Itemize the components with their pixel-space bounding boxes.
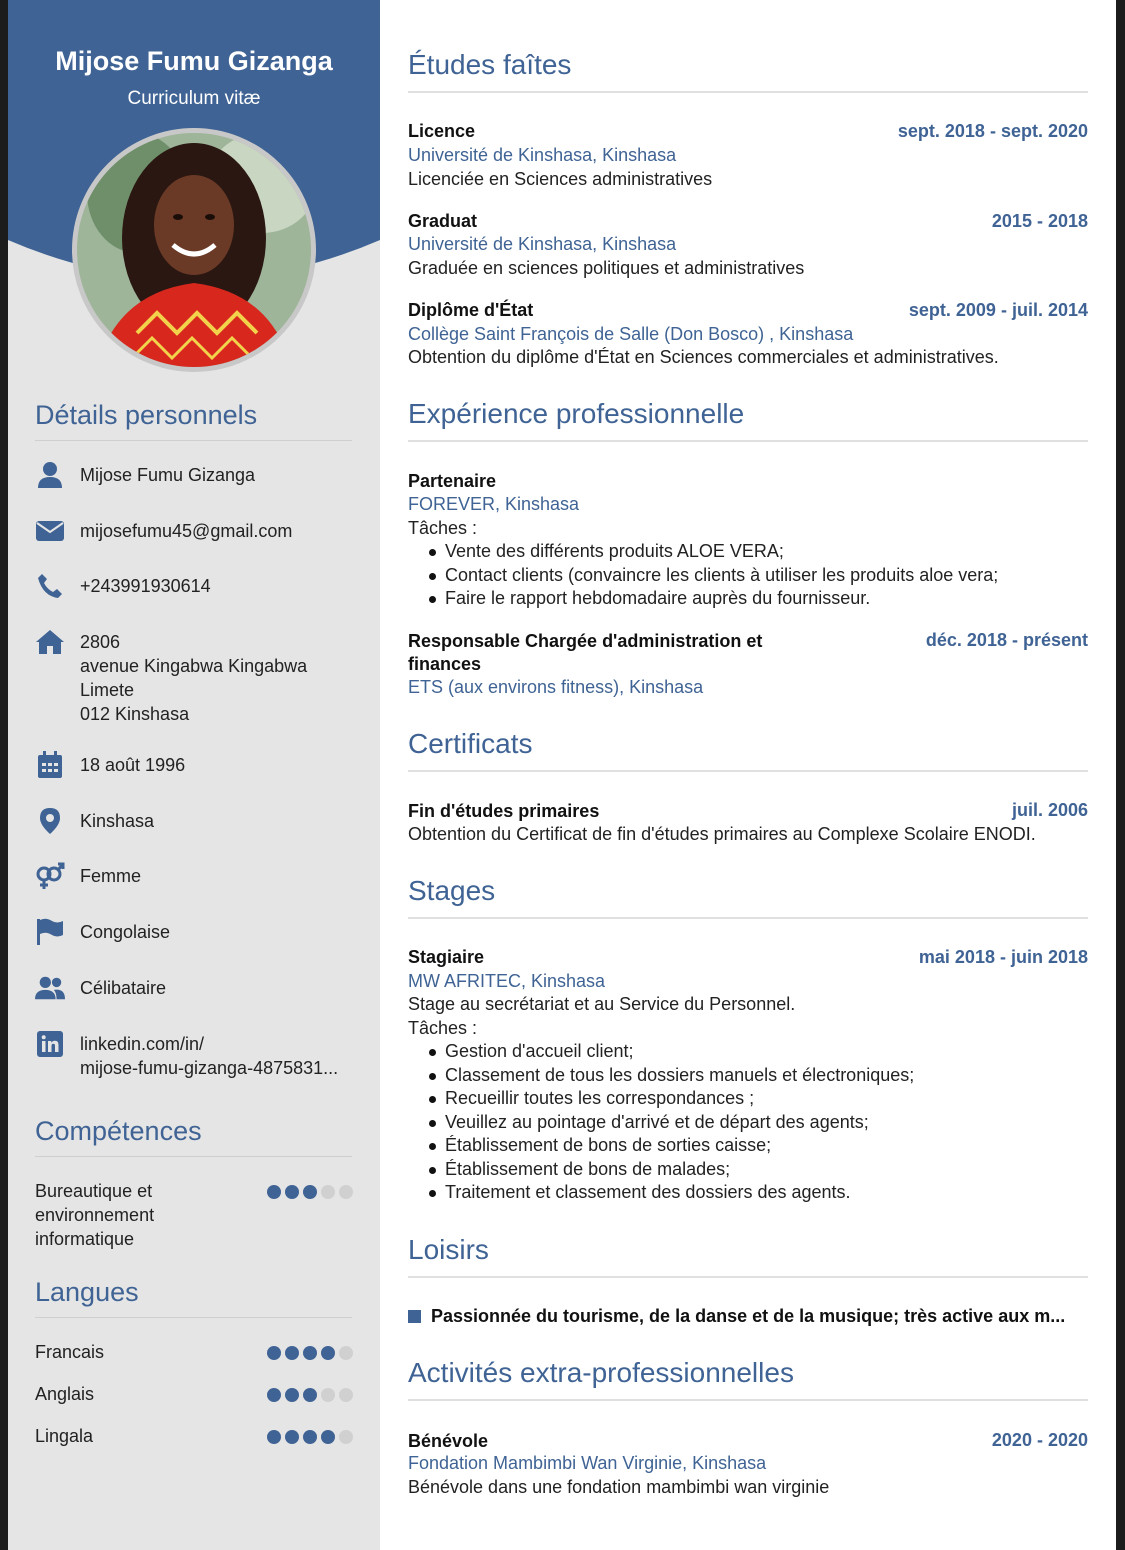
- education-heading: Études faîtes: [408, 49, 1088, 93]
- skills-heading: Compétences: [35, 1116, 352, 1157]
- activities-heading: Activités extra-professionnelles: [408, 1357, 1088, 1401]
- detail-phone: [35, 574, 365, 601]
- rating-dot-filled: [321, 1346, 335, 1360]
- rating-dot-empty: [339, 1346, 353, 1360]
- certificates-heading: Certificats: [408, 728, 1088, 772]
- education-org: Université de Kinshasa, Kinshasa: [408, 234, 677, 254]
- hobbies-heading: Loisirs: [408, 1234, 1088, 1278]
- phone-icon: [35, 571, 65, 601]
- language-label: Francais: [35, 1342, 105, 1362]
- sidebar: [8, 0, 380, 1550]
- experience-title-line-1: Responsable Chargée d'administration et: [408, 631, 763, 651]
- address-line-3: Limete: [80, 680, 135, 700]
- address-line-1: 2806: [80, 632, 121, 652]
- experience-org: FOREVER, Kinshasa: [408, 494, 580, 514]
- linkedin-icon: [35, 1029, 65, 1059]
- calendar-icon: [35, 750, 65, 780]
- task-item: Veuillez au pointage d'arrivé et de départ des agents;: [428, 1111, 914, 1135]
- certificate-title: Fin d'études primaires: [408, 801, 600, 821]
- experience-title: Partenaire: [408, 471, 497, 491]
- detail-gender-text: Femme: [80, 866, 142, 886]
- languages-heading: Langues: [35, 1277, 352, 1318]
- user-icon: [35, 460, 65, 490]
- details-heading: Détails personnels: [35, 400, 352, 441]
- rating-dot-filled: [267, 1388, 281, 1402]
- detail-nationality: [35, 920, 365, 947]
- skill-row: [35, 1179, 353, 1251]
- detail-birthdate-text: 18 août 1996: [80, 755, 186, 775]
- experience-heading: Expérience professionnelle: [408, 398, 1088, 442]
- rating-dot-empty: [339, 1430, 353, 1444]
- rating-dot-filled: [303, 1388, 317, 1402]
- education-org: Université de Kinshasa, Kinshasa: [408, 145, 677, 165]
- detail-nationality-text: Congolaise: [80, 922, 171, 942]
- profile-photo: [72, 128, 316, 372]
- language-level: [267, 1388, 353, 1402]
- task-item: Contact clients (convaincre les clients à utiliser les produits aloe vera;: [428, 564, 998, 588]
- address-line-4: 012 Kinshasa: [80, 704, 190, 724]
- education-date: sept. 2009 - juil. 2014: [908, 300, 1088, 320]
- education-text: Graduée en sciences politiques et administratives: [408, 258, 805, 278]
- education-date: 2015 - 2018: [991, 211, 1088, 231]
- skill-label: Bureautique et environnement informatique: [35, 1181, 155, 1249]
- activity-date: 2020 - 2020: [991, 1430, 1088, 1450]
- tasks-label: Tâches :: [408, 518, 478, 538]
- rating-dot-filled: [267, 1346, 281, 1360]
- experience-title-line-2: finances: [408, 654, 482, 674]
- detail-birthplace: [35, 809, 365, 836]
- detail-birthdate: [35, 753, 365, 780]
- skill-level: [267, 1185, 353, 1199]
- education-title: Diplôme d'État: [408, 300, 534, 320]
- task-item: Vente des différents produits ALOE VERA;: [428, 540, 998, 564]
- hobby-item: [408, 1306, 1088, 1327]
- task-item: Établissement de bons de sorties caisse;: [428, 1134, 914, 1158]
- experience-org: ETS (aux environs fitness), Kinshasa: [408, 677, 704, 697]
- detail-marital: [35, 976, 365, 1003]
- linkedin-line-1[interactable]: linkedin.com/in/: [80, 1034, 205, 1054]
- main-content: [408, 0, 1088, 1550]
- experience-task-list: [428, 540, 998, 611]
- detail-email-text: mijosefumu45@gmail.com: [80, 521, 293, 541]
- rating-dot-filled: [303, 1430, 317, 1444]
- detail-email: [35, 519, 365, 546]
- internships-heading: Stages: [408, 875, 1088, 919]
- task-item: Classement de tous les dossiers manuels et électroniques;: [428, 1064, 914, 1088]
- education-title: Licence: [408, 121, 476, 141]
- rating-dot-filled: [267, 1185, 281, 1199]
- rating-dot-filled: [303, 1346, 317, 1360]
- rating-dot-filled: [285, 1388, 299, 1402]
- detail-name: [35, 463, 365, 490]
- language-level: [267, 1346, 353, 1360]
- task-item: Faire le rapport hebdomadaire auprès du fournisseur.: [428, 587, 998, 611]
- education-org: Collège Saint François de Salle (Don Bosco) , Kinshasa: [408, 324, 854, 344]
- language-label: Lingala: [35, 1426, 94, 1446]
- linkedin-line-2[interactable]: mijose-fumu-gizanga-4875831...: [80, 1058, 339, 1078]
- internship-org: MW AFRITEC, Kinshasa: [408, 971, 606, 991]
- activity-text: Bénévole dans une fondation mambimbi wan virginie: [408, 1477, 830, 1497]
- square-bullet-icon: [408, 1310, 421, 1323]
- rating-dot-empty: [321, 1388, 335, 1402]
- rating-dot-empty: [339, 1388, 353, 1402]
- rating-dot-filled: [267, 1430, 281, 1444]
- rating-dot-empty: [339, 1185, 353, 1199]
- rating-dot-filled: [285, 1346, 299, 1360]
- detail-marital-text: Célibataire: [80, 978, 167, 998]
- education-title: Graduat: [408, 211, 478, 231]
- task-item: Établissement de bons de malades;: [428, 1158, 914, 1182]
- language-label: Anglais: [35, 1384, 95, 1404]
- hobby-text: Passionnée du tourisme, de la danse et de la musique; très active aux m...: [431, 1306, 1066, 1326]
- education-text: Licenciée en Sciences administratives: [408, 169, 713, 189]
- address-line-2: avenue Kingabwa Kingabwa: [80, 656, 308, 676]
- tasks-label: Tâches :: [408, 1018, 478, 1038]
- task-item: Recueillir toutes les correspondances ;: [428, 1087, 914, 1111]
- rating-dot-filled: [285, 1430, 299, 1444]
- language-row-anglais: [35, 1382, 353, 1406]
- activity-org: Fondation Mambimbi Wan Virginie, Kinshasa: [408, 1453, 767, 1473]
- detail-name-text: Mijose Fumu Gizanga: [80, 465, 256, 485]
- internship-date: mai 2018 - juin 2018: [918, 947, 1088, 967]
- education-text: Obtention du diplôme d'État en Sciences commerciales et administratives.: [408, 347, 999, 367]
- resume-page: [8, 0, 1116, 1550]
- certificate-text: Obtention du Certificat de fin d'études primaires au Complexe Scolaire ENODI.: [408, 824, 1036, 844]
- task-item: Gestion d'accueil client;: [428, 1040, 914, 1064]
- home-icon: [35, 627, 65, 657]
- activity-title: Bénévole: [408, 1431, 489, 1451]
- cv-name: Mijose Fumu Gizanga: [55, 46, 333, 76]
- language-level: [267, 1430, 353, 1444]
- rating-dot-filled: [303, 1185, 317, 1199]
- task-item: Traitement et classement des dossiers des agents.: [428, 1181, 914, 1205]
- users-icon: [35, 973, 65, 1003]
- language-row-lingala: [35, 1424, 353, 1448]
- detail-birthplace-text: Kinshasa: [80, 811, 155, 831]
- internship-task-list: [428, 1040, 914, 1205]
- internship-text: Stage au secrétariat et au Service du Personnel.: [408, 994, 796, 1014]
- language-row-francais: [35, 1340, 353, 1364]
- internship-title: Stagiaire: [408, 947, 485, 967]
- gender-icon: [35, 861, 65, 891]
- detail-linkedin[interactable]: [35, 1032, 365, 1080]
- detail-address: [35, 630, 365, 726]
- rating-dot-empty: [321, 1185, 335, 1199]
- detail-phone-text: +243991930614: [80, 576, 211, 596]
- envelope-icon: [35, 516, 65, 546]
- rating-dot-filled: [285, 1185, 299, 1199]
- certificate-date: juil. 2006: [1011, 800, 1088, 820]
- flag-icon: [35, 917, 65, 947]
- experience-date: déc. 2018 - présent: [925, 630, 1088, 650]
- map-pin-icon: [35, 806, 65, 836]
- education-date: sept. 2018 - sept. 2020: [897, 121, 1088, 141]
- rating-dot-filled: [321, 1430, 335, 1444]
- cv-subtitle: Curriculum vitæ: [127, 88, 261, 109]
- detail-gender: [35, 864, 365, 891]
